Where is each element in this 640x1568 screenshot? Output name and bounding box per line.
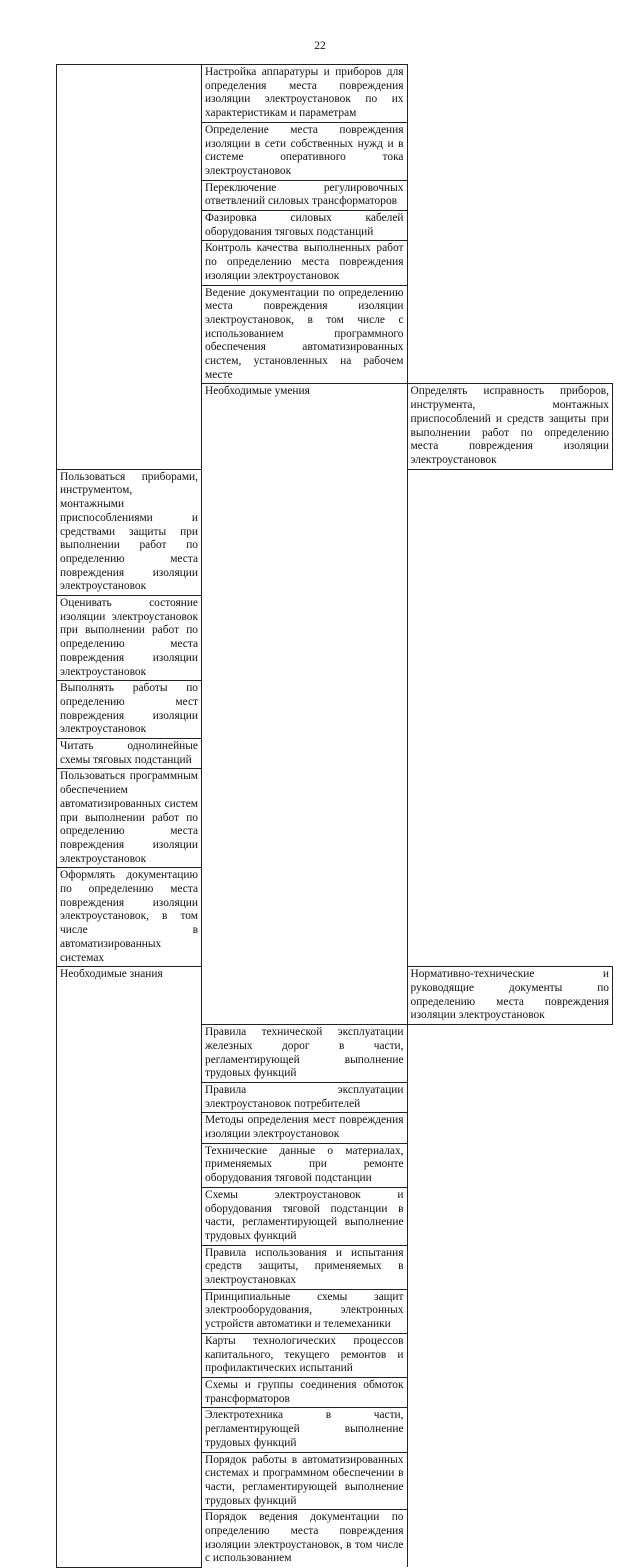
competency-table-body <box>57 65 613 1568</box>
item-cell: Ведение документации по определению места повреждения изоляции электроустановок, в том числе с использованием программного обеспечения автоматизированных систем, установленных на рабочем месте <box>202 285 408 384</box>
table-row <box>57 65 613 123</box>
item-cell: Фазировка силовых кабелей оборудования тяговых подстанций <box>202 211 408 241</box>
item-cell: Выполнять работы по определению мест повреждения изоляции электроустановок <box>57 681 202 739</box>
category-cell: Необходимые знания <box>57 967 202 1567</box>
item-cell: Технические данные о материалах, применяемых при ремонте оборудования тяговой подстанции <box>202 1143 408 1187</box>
item-cell: Настройка аппаратуры и приборов для определения места повреждения изоляции электроустановок по их характеристикам и параметрам <box>202 65 408 123</box>
item-cell: Пользоваться приборами, инструментом, монтажными приспособлениями и средствами защиты при выполнении работ по определению места повреждения изоляции электроустановок <box>57 469 202 595</box>
item-cell: Правила технической эксплуатации железных дорог в части, регламентирующей выполнение трудовых функций <box>202 1025 408 1083</box>
item-cell: Схемы и группы соединения обмоток трансформаторов <box>202 1377 408 1407</box>
item-cell: Порядок работы в автоматизированных системах и программном обеспечении в части, регламентирующей выполнение трудовых функций <box>202 1452 408 1510</box>
item-cell: Принципиальные схемы защит электрооборудования, электронных устройств автоматики и телемеханики <box>202 1289 408 1333</box>
category-cell <box>57 65 202 470</box>
item-cell: Переключение регулировочных ответвлений силовых трансформаторов <box>202 180 408 210</box>
item-cell: Карты технологических процессов капитального, текущего ремонтов и профилактических испытаний <box>202 1333 408 1377</box>
item-cell: Нормативно-технические и руководящие документы по определению места повреждения изоляции электроустановок <box>407 967 613 1025</box>
item-cell: Схемы электроустановок и оборудования тяговой подстанции в части, регламентирующей выполнение трудовых функций <box>202 1187 408 1245</box>
page-number: 22 <box>314 40 326 52</box>
item-cell: Порядок ведения документации по определению места повреждения изоляции электроустановок, в том числе с использованием <box>202 1510 408 1567</box>
item-cell: Оценивать состояние изоляции электроустановок при выполнении работ по определению места повреждения изоляции электроустановок <box>57 596 202 681</box>
item-cell: Правила использования и испытания средств защиты, применяемых в электроустановках <box>202 1245 408 1289</box>
item-cell: Электротехника в части, регламентирующей выполнение трудовых функций <box>202 1408 408 1452</box>
item-cell: Определение места повреждения изоляции в сети собственных нужд и в системе оперативного тока электроустановок <box>202 122 408 180</box>
item-cell: Оформлять документацию по определению места повреждения изоляции электроустановок, в том числе в автоматизированных системах <box>57 868 202 967</box>
item-cell: Методы определения мест повреждения изоляции электроустановок <box>202 1113 408 1143</box>
item-cell: Определять исправность приборов, инструмента, монтажных приспособлений и средств защиты при выполнении работ по определению места повреждения изоляции электроустановок <box>407 384 613 469</box>
item-cell: Правила эксплуатации электроустановок потребителей <box>202 1082 408 1112</box>
item-cell: Контроль качества выполненных работ по определению места повреждения изоляции электроустановок <box>202 241 408 285</box>
item-cell: Пользоваться программным обеспечением автоматизированных систем при выполнении работ по определению места повреждения изоляции электроустановок <box>57 769 202 868</box>
category-cell: Необходимые умения <box>202 384 408 1025</box>
competency-table <box>56 64 613 1568</box>
item-cell: Читать однолинейные схемы тяговых подстанций <box>57 739 202 769</box>
